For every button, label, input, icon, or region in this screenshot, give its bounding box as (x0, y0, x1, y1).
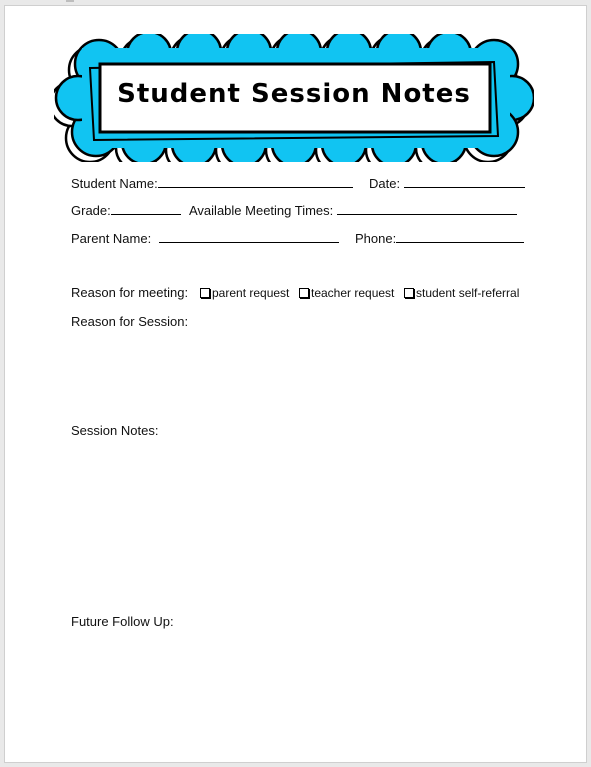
available-times-blank[interactable] (337, 202, 517, 215)
parent-name-field (71, 230, 339, 246)
phone-field (355, 230, 524, 246)
available-times-field (189, 202, 517, 218)
checkbox-teacher-request[interactable] (299, 286, 394, 300)
checkbox-label: student self-referral (416, 286, 520, 300)
checkbox-square-icon (299, 288, 309, 298)
reason-meeting-label: Reason for meeting: (71, 285, 189, 300)
date-field (369, 175, 525, 191)
phone-label: Phone: (355, 231, 397, 246)
checkbox-square-icon (200, 288, 210, 298)
checkbox-parent-request[interactable] (200, 286, 289, 300)
checkbox-label: teacher request (311, 286, 395, 300)
page-title: Student Session Notes (117, 79, 471, 109)
checkbox-student-self-referral[interactable] (404, 286, 519, 300)
grade-blank[interactable] (111, 202, 181, 215)
student-name-blank[interactable] (158, 175, 353, 188)
session-notes-heading: Session Notes: (71, 423, 159, 438)
student-name-field (71, 175, 353, 191)
checkbox-square-icon (404, 288, 414, 298)
phone-blank[interactable] (396, 230, 524, 243)
checkbox-label: parent request (212, 286, 290, 300)
future-follow-up-heading: Future Follow Up: (71, 614, 174, 629)
grade-label: Grade: (71, 203, 111, 218)
available-times-label: Available Meeting Times: (189, 203, 334, 218)
student-name-label: Student Name: (71, 176, 158, 191)
parent-name-blank[interactable] (159, 230, 339, 243)
parent-name-label: Parent Name: (71, 231, 152, 246)
grade-field (71, 202, 181, 218)
date-label: Date: (369, 176, 401, 191)
reason-for-session-heading: Reason for Session: (71, 314, 189, 329)
date-blank[interactable] (404, 175, 525, 188)
corner-mark (66, 0, 74, 2)
